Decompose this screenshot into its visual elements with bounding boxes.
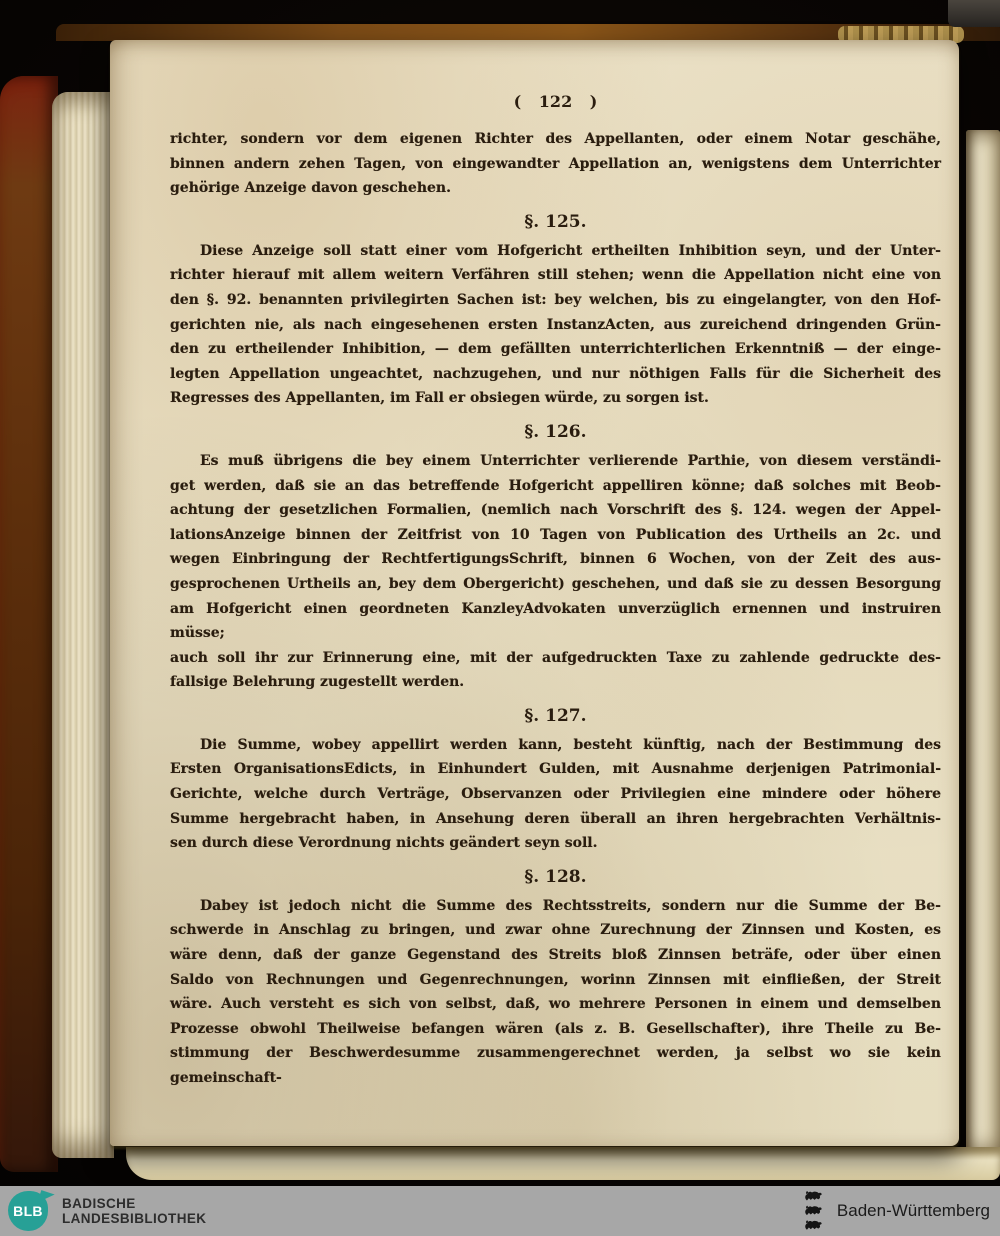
section-heading: §. 125. <box>524 211 587 232</box>
paragraph <box>170 449 941 695</box>
text-line: sen durch diese Verordnung nichts geändert seyn soll. <box>170 835 598 852</box>
page-number: ( 122 ) <box>513 92 598 111</box>
scan-artifact <box>948 0 1000 27</box>
state-name: Baden-Württemberg <box>836 1201 990 1220</box>
section-heading: §. 126. <box>524 421 587 442</box>
section-heading: §. 128. <box>524 866 587 887</box>
section-heading: §. 127. <box>524 705 587 726</box>
page-text-block <box>170 127 941 1091</box>
blb-logo <box>8 1191 48 1231</box>
text-line: get werden, daß sie an das betreffende Hofgericht appelliren könne; daß solches mit Beob- <box>170 477 941 494</box>
text-line: wäre denn, daß der ganze Gegenstand des Streits bloß Zinnsen beträfe, oder über einen <box>170 947 941 964</box>
state-branding <box>798 1190 990 1232</box>
library-footer-bar <box>0 1186 1000 1236</box>
text-line: gerichten nie, als nach eingesehenen ersten InstanzActen, aus zureichend dringenden Grün- <box>170 316 941 333</box>
book-page <box>110 40 959 1146</box>
text-line: binnen andern zehen Tagen, von eingewandter Appellation an, wenigstens dem Unterrichter <box>170 155 941 172</box>
paragraph <box>170 239 941 411</box>
text-line: Dabey ist jedoch nicht die Summe des Rechtsstreits, sondern nur die Summe der Be- <box>200 897 941 914</box>
blb-logo-text: BLB <box>13 1203 43 1219</box>
text-line: lationsAnzeige binnen der Zeitfrist von 10 Tagen von Publication des Urtheils an 2c. und <box>170 526 941 543</box>
text-line: gesprochenen Urtheils an, bey dem Obergericht) geschehen, und daß sie zu dessen Besorgung <box>170 575 941 592</box>
text-line: auch soll ihr zur Erinnerung eine, mit der aufgedruckten Taxe zu zahlende gedruckte des- <box>170 649 941 666</box>
text-line: am Hofgericht einen geordneten KanzleyAdvokaten unverzüglich ernennen und instruiren müsse; <box>170 600 941 642</box>
library-name <box>62 1196 206 1227</box>
text-line: richter hierauf mit allem weitern Verfähren still stehen; wenn die Appellation nicht eine von <box>170 267 941 284</box>
paragraph <box>170 127 941 201</box>
text-line: Regresses des Appellanten, im Fall er obsiegen würde, zu sorgen ist. <box>170 390 709 407</box>
text-line: Ersten OrganisationsEdicts, in Einhundert Gulden, mit Ausnahme derjenigen Patrimonial- <box>170 761 941 778</box>
paragraph <box>170 733 941 856</box>
text-line: achtung der gesetzlichen Formalien, (nemlich nach Vorschrift des §. 124. wegen der Appel- <box>170 502 941 519</box>
text-line: Gerichte, welche durch Verträge, Observanzen oder Privilegien eine mindere oder höhere <box>170 786 941 803</box>
text-line: stimmung der Beschwerdesumme zusammengerechnet werden, ja selbst wo sie kein gemeinschaft- <box>170 1045 941 1086</box>
page-edges-bottom <box>126 1147 1000 1180</box>
baden-wuerttemberg-coat-of-arms-icon <box>798 1190 828 1232</box>
text-line: den zu ertheilender Inhibition, — dem gefällten unterrichterlichen Erkenntniß — der einge- <box>170 341 941 358</box>
text-line: wäre. Auch versteht es sich von selbst, daß, wo mehrere Personen in einem und demselben <box>170 996 941 1013</box>
library-name-line1: BADISCHE <box>62 1195 136 1211</box>
book-spine <box>0 76 58 1172</box>
library-name-line2: LANDESBIBLIOTHEK <box>62 1211 207 1226</box>
text-line: Prozesse obwohl Theilweise befangen wären (als z. B. Gesellschafter), ihre Theile zu Be- <box>170 1020 941 1037</box>
paragraph <box>170 894 941 1091</box>
text-line: Die Summe, wobey appellirt werden kann, besteht künftig, nach der Bestimmung des <box>200 736 941 753</box>
text-line: Diese Anzeige soll statt einer vom Hofgericht ertheilten Inhibition seyn, und der Unter- <box>200 242 941 259</box>
page-edges-left <box>52 92 114 1158</box>
text-line: fallsige Belehrung zugestellt werden. <box>170 674 465 691</box>
text-line: richter, sondern vor dem eigenen Richter des Appellanten, oder einem Notar geschähe, <box>170 131 941 147</box>
text-line: wegen Einbringung der RechtfertigungsSchrift, binnen 6 Wochen, von der Zeit des aus- <box>170 551 941 568</box>
text-line: den §. 92. benannten privilegirten Sachen ist: bey welchen, bis zu eingelangter, von den Hof- <box>170 291 941 308</box>
page-edges-right <box>966 130 1000 1158</box>
text-line: schwerde in Anschlag zu bringen, und zwar ohne Zurechnung der Zinnsen und Kosten, es <box>170 922 941 939</box>
text-line: Summe hergebracht haben, in Ansehung deren überall an ihren hergebrachten Verhältnis- <box>170 810 941 827</box>
text-line: gehörige Anzeige davon geschehen. <box>170 180 451 197</box>
text-line: Es muß übrigens die bey einem Unterrichter verlierende Parthie, von diesem verständi- <box>200 452 941 469</box>
text-line: Saldo von Rechnungen und Gegenrechnungen, worinn Zinnsen mit einfließen, der Streit <box>170 971 941 988</box>
text-line: legten Appellation ungeachtet, nachzugehen, und nur nöthigen Falls für die Sicherheit des <box>170 365 941 382</box>
